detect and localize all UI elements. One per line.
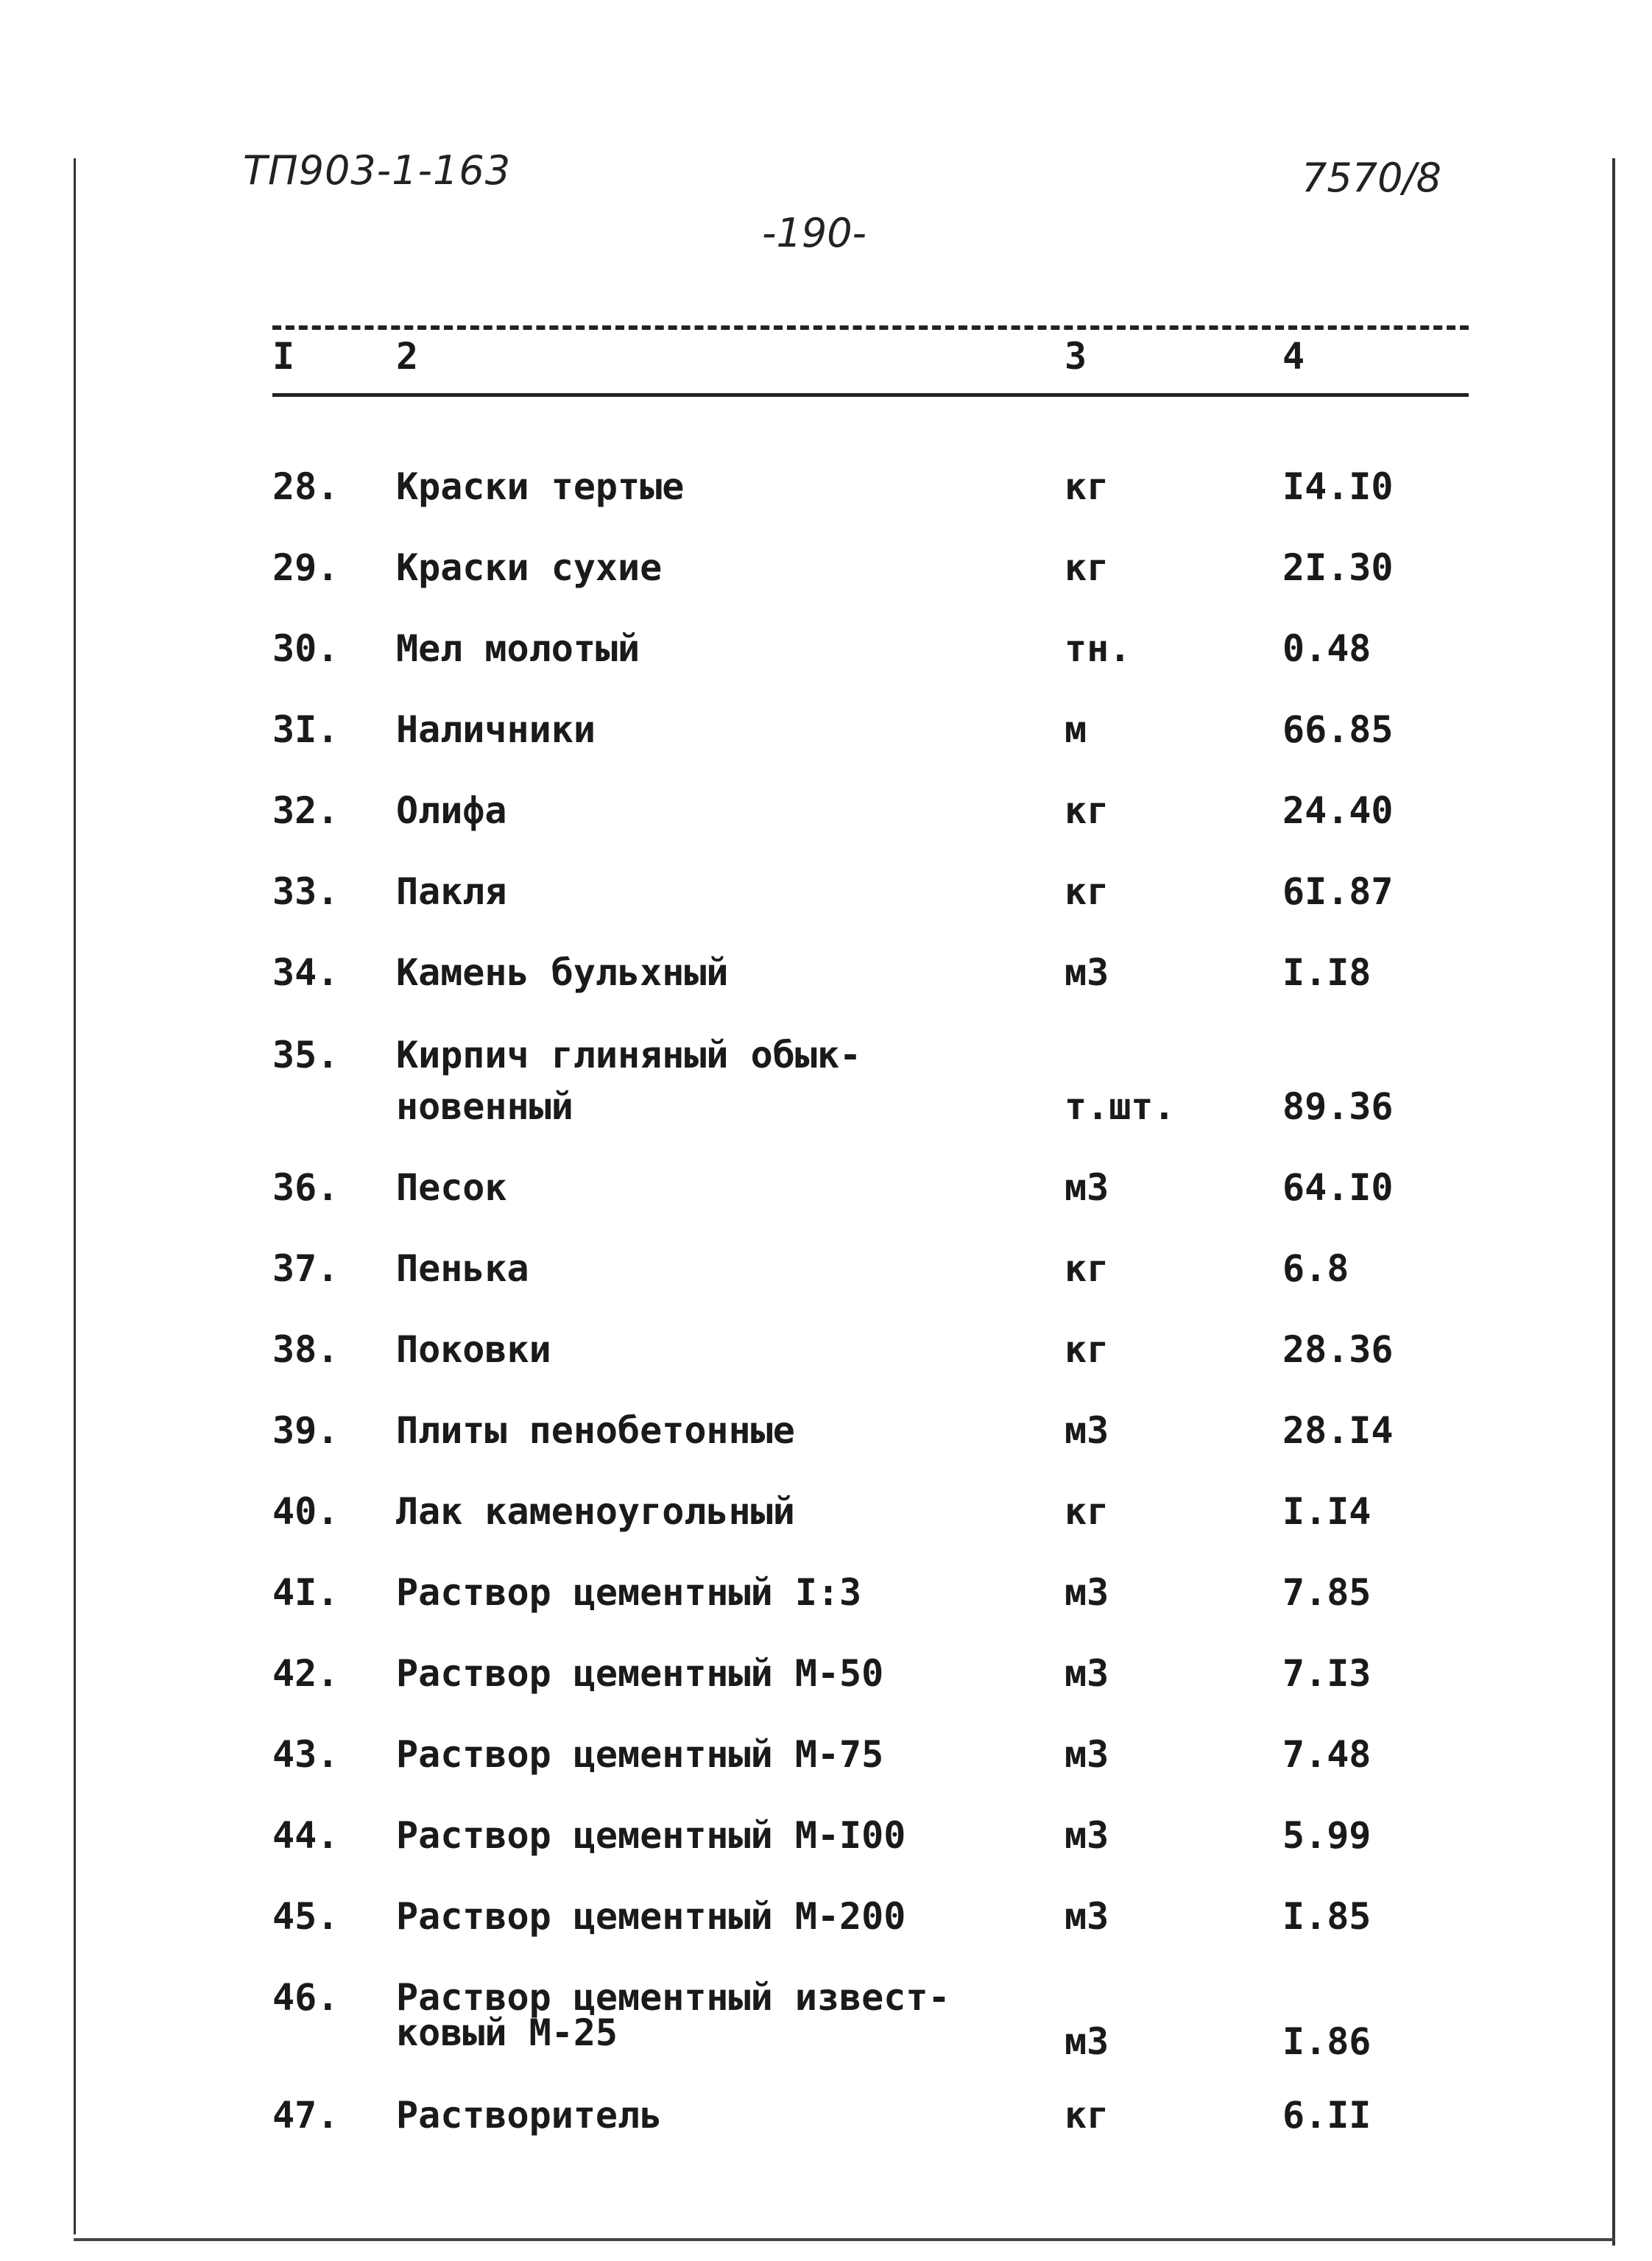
column-header-3: 3 — [1065, 335, 1087, 378]
unit: кг — [1065, 1328, 1109, 1371]
unit: м3 — [1065, 1895, 1109, 1938]
table-row — [0, 1976, 1652, 2064]
quantity: 28.36 — [1282, 1328, 1394, 1371]
table-row — [0, 1166, 1652, 1210]
row-number: 43. — [272, 1733, 339, 1776]
unit: кг — [1065, 1490, 1109, 1533]
document-code: ТП903-1-163 — [243, 147, 512, 194]
material-name: Пенька — [396, 1247, 529, 1290]
material-name: Наличники — [396, 708, 596, 751]
material-name: Олифа — [396, 789, 507, 832]
row-number: 47. — [272, 2094, 339, 2137]
row-number: 36. — [272, 1166, 339, 1209]
material-name: Раствор цементный М-200 — [396, 1895, 906, 1938]
quantity: 7.48 — [1282, 1733, 1372, 1776]
row-number: 42. — [272, 1652, 339, 1695]
material-name: Песок — [396, 1166, 507, 1209]
quantity: 6.8 — [1282, 1247, 1349, 1290]
row-number: 44. — [272, 1814, 339, 1857]
material-name: Раствор цементный М-I00 — [396, 1814, 906, 1857]
table-row — [0, 708, 1652, 752]
table-row — [0, 546, 1652, 590]
row-number: 35. — [272, 1034, 339, 1076]
unit: м3 — [1065, 1166, 1109, 1209]
unit: кг — [1065, 1247, 1109, 1290]
quantity: 6I.87 — [1282, 870, 1394, 913]
document-number: 7570/8 — [1302, 155, 1441, 201]
unit: м3 — [1065, 1571, 1109, 1614]
quantity: 64.I0 — [1282, 1166, 1394, 1209]
table-row — [0, 465, 1652, 509]
unit: м — [1065, 708, 1087, 751]
material-name: Мел молотый — [396, 627, 640, 670]
material-name: Камень бульхный — [396, 951, 729, 994]
quantity: 5.99 — [1282, 1814, 1372, 1857]
table-row — [0, 1895, 1652, 1939]
quantity: 66.85 — [1282, 708, 1394, 751]
material-name: Краски тертые — [396, 465, 685, 508]
row-number: 32. — [272, 789, 339, 832]
material-name: Кирпич глиняный обык- — [396, 1034, 862, 1076]
quantity: 89.36 — [1282, 1085, 1394, 1128]
unit: т.шт. — [1065, 1085, 1176, 1128]
table-row — [0, 1328, 1652, 1372]
table-row — [0, 1652, 1652, 1696]
table-row — [0, 870, 1652, 914]
quantity: 7.I3 — [1282, 1652, 1372, 1695]
row-number: 33. — [272, 870, 339, 913]
material-name: Раствор цементный I:3 — [396, 1571, 862, 1614]
material-name: Пакля — [396, 870, 507, 913]
quantity: 24.40 — [1282, 789, 1394, 832]
row-number: 28. — [272, 465, 339, 508]
quantity: 6.II — [1282, 2094, 1372, 2137]
table-row — [0, 627, 1652, 671]
unit: м3 — [1065, 2020, 1109, 2063]
quantity: 28.I4 — [1282, 1409, 1394, 1452]
material-name: Поковки — [396, 1328, 551, 1371]
unit: кг — [1065, 2094, 1109, 2137]
material-name: Раствор цементный М-75 — [396, 1733, 884, 1776]
material-name: Раствор цементный извест- — [396, 1976, 950, 2019]
unit: кг — [1065, 546, 1109, 589]
unit: кг — [1065, 789, 1109, 832]
table-top-dashed-rule — [272, 325, 1469, 330]
material-name: Плиты пенобетонные — [396, 1409, 795, 1452]
unit: м3 — [1065, 1733, 1109, 1776]
unit: кг — [1065, 870, 1109, 913]
page-border-bottom — [74, 2238, 1615, 2241]
quantity: I.86 — [1282, 2020, 1372, 2063]
unit: м3 — [1065, 1652, 1109, 1695]
material-name: Растворитель — [396, 2094, 663, 2137]
column-header-2: 2 — [396, 335, 419, 378]
table-row — [0, 2094, 1652, 2138]
column-header-4: 4 — [1282, 335, 1305, 378]
table-row — [0, 1247, 1652, 1291]
table-row — [0, 1409, 1652, 1453]
table-row — [0, 1490, 1652, 1534]
table-row — [0, 1571, 1652, 1615]
material-name: Раствор цементный М-50 — [396, 1652, 884, 1695]
row-number: 38. — [272, 1328, 339, 1371]
column-header-1: I — [272, 335, 295, 378]
material-name: Лак каменоугольный — [396, 1490, 795, 1533]
quantity: I4.I0 — [1282, 465, 1394, 508]
row-number: 4I. — [272, 1571, 339, 1614]
row-number: 40. — [272, 1490, 339, 1533]
material-name-continuation: новенный — [396, 1085, 573, 1128]
table-header-rule — [272, 393, 1469, 397]
material-name: Краски сухие — [396, 546, 663, 589]
quantity: 2I.30 — [1282, 546, 1394, 589]
table-row — [0, 1814, 1652, 1858]
row-number: 46. — [272, 1976, 339, 2019]
row-number: 29. — [272, 546, 339, 589]
table-row — [0, 789, 1652, 833]
row-number: 34. — [272, 951, 339, 994]
table-row — [0, 1034, 1652, 1137]
quantity: 0.48 — [1282, 627, 1372, 670]
unit: м3 — [1065, 1814, 1109, 1857]
table-row — [0, 1733, 1652, 1777]
row-number: 3I. — [272, 708, 339, 751]
unit: кг — [1065, 465, 1109, 508]
unit: м3 — [1065, 951, 1109, 994]
quantity: I.I8 — [1282, 951, 1372, 994]
quantity: I.I4 — [1282, 1490, 1372, 1533]
row-number: 39. — [272, 1409, 339, 1452]
quantity: 7.85 — [1282, 1571, 1372, 1614]
table-row — [0, 951, 1652, 995]
row-number: 30. — [272, 627, 339, 670]
row-number: 45. — [272, 1895, 339, 1938]
page-number: -190- — [762, 210, 867, 256]
quantity: I.85 — [1282, 1895, 1372, 1938]
row-number: 37. — [272, 1247, 339, 1290]
unit: тн. — [1065, 627, 1132, 670]
material-name-continuation: ковый М-25 — [396, 2011, 618, 2054]
unit: м3 — [1065, 1409, 1109, 1452]
